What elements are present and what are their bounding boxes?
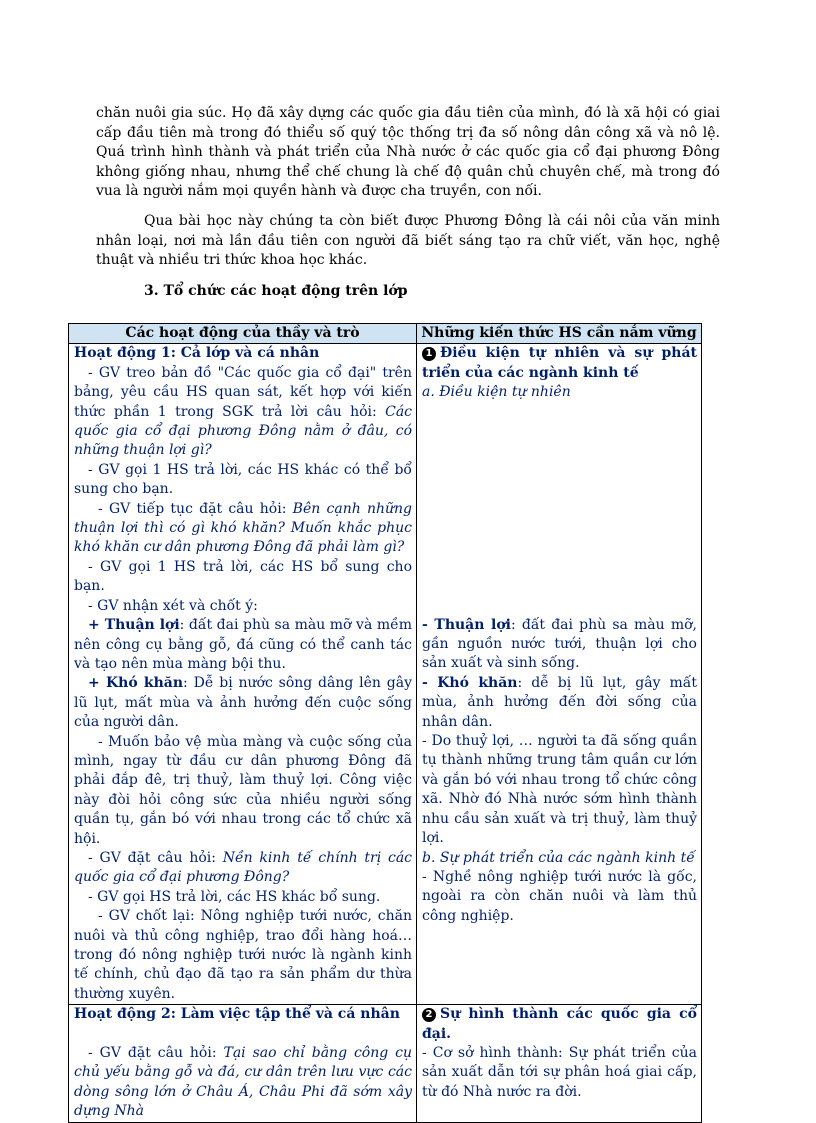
activity-text: - GV đặt câu hỏi:: [88, 1045, 217, 1062]
activity-line: - GV chốt lại: Nông nghiệp tưới nước, chăn nuôi và thủ công nghiệp, trao đổi hàng hoá… trong đó nông nghiệp tưới nước là ngành kinh tế chính, chủ đạo đã tạo ra sản phẩm dư thừa thường xuyên.: [74, 908, 412, 1002]
paragraph-1: chăn nuôi gia súc. Họ đã xây dựng các quốc gia đầu tiên của mình, đó là xã hội có giai cấp đầu tiên mà trong đó thiểu số quý tộc thống trị đa số nông dân công xã và nô lệ. Quá trình hình thành và phát triển của Nhà nước ở các quốc gia cổ đại phương Đông không giống nhau, nhưng thể chế chung là chế độ quân chủ chuyên chế, mà trong đó vua là người nắm mọi quyền hành và được cha truyền, con nối.: [96, 105, 720, 199]
activity-question: Bên cạnh những thuận lợi thì có gì khó khăn? Muốn khắc phục khó khăn cư dân phương Đông đã phải làm gì?: [74, 500, 412, 556]
activity-2-title: Hoạt động 2: Làm việc tập thể và cá nhân: [74, 1006, 400, 1023]
knowledge-1-cell: [417, 344, 702, 1005]
advantage-label: - Thuận lợi: [422, 616, 511, 633]
activity-line: - GV gọi HS trả lời, các HS khác bổ sung.: [88, 888, 381, 905]
knowledge-2-cell: [417, 1005, 702, 1122]
advantage-text: : đất đai phù sa màu mỡ và mềm nên công cụ bằng gỗ, đá cũng có thể canh tác và tạo nên mùa màng bội thu.: [74, 617, 412, 672]
activity-line: - GV gọi 1 HS trả lời, các HS bổ sung cho bạn.: [74, 558, 412, 595]
activity-text: - GV treo bản đồ "Các quốc gia cổ đại" trên bảng, yêu cầu HS quan sát, kết hợp với kiến thức phần 1 trong SGK trả lời câu hỏi:: [74, 364, 412, 420]
table-row: [69, 1005, 702, 1122]
activity-line: [74, 674, 412, 732]
knowledge-2-title: [422, 1005, 697, 1044]
difficulty-label: - Khó khăn: [422, 674, 518, 691]
activity-line: [74, 500, 412, 558]
advantage-label: + Thuận lợi: [88, 617, 180, 634]
knowledge-line: - Nghề nông nghiệp tưới nước là gốc, ngoài ra còn chăn nuôi và làm thủ công nghiệp.: [422, 868, 697, 924]
knowledge-line: [422, 674, 697, 732]
activity-1-title: Hoạt động 1: Cả lớp và cá nhân: [74, 345, 320, 362]
knowledge-1-title: [422, 344, 697, 383]
activity-line: - GV gọi 1 HS trả lời, các HS khác có thể bổ sung cho bạn.: [74, 461, 412, 498]
header-activities: Các hoạt động của thầy và trò: [69, 324, 417, 344]
number-2-icon: 2: [422, 1008, 436, 1022]
knowledge-line: - Do thuỷ lợi, … người ta đã sống quần tụ thành những trung tâm quần cư lớn và gắn bó với nhau trong tổ chức công xã. Nhờ đó Nhà nước sớm hình thành nhu cầu sản xuất và trị thuỷ, làm thuỷ lợi.: [422, 733, 697, 847]
activity-question: Nền kinh tế chính trị các quốc gia cổ đại phương Đông?: [74, 849, 413, 886]
activity-question: Các quốc gia cổ đại phương Đông nằm ở đâu, có những thuận lợi gì?: [74, 403, 413, 459]
spacer: [74, 1025, 412, 1044]
activity-line: [74, 364, 412, 461]
knowledge-title-text: Điều kiện tự nhiên và sự phát triển của các ngành kinh tế: [422, 345, 697, 381]
activity-text: - GV tiếp tục đặt câu hỏi:: [98, 500, 287, 517]
subsection-a: a. Điều kiện tự nhiên: [422, 384, 571, 401]
activity-text: - GV đặt câu hỏi:: [88, 849, 216, 866]
advantage-text: : đất đai phù sa màu mỡ, gần nguồn nước tưới, thuận lợi cho sản xuất và sinh sống.: [422, 616, 697, 672]
header-knowledge: Những kiến thức HS cần nắm vững: [417, 324, 702, 344]
activity-line: [74, 849, 412, 888]
activity-line: - Muốn bảo vệ mùa màng và cuộc sống của mình, ngay từ đầu cư dân phương Đông đã phải đắp đê, trị thuỷ, làm thuỷ lợi. Công việc này đòi hỏi công sức của nhiều người sống quần tụ, gắn bó với nhau trong các tổ chức xã hội.: [74, 733, 412, 847]
knowledge-line: - Cơ sở hình thành: Sự phát triển của sản xuất dẫn tới sự phân hoá giai cấp, từ đó Nhà nước ra đời.: [422, 1045, 697, 1100]
activity-2-cell: [69, 1005, 417, 1122]
activity-line: [74, 616, 412, 674]
difficulty-label: + Khó khăn: [88, 675, 184, 692]
table-row: [69, 344, 702, 1005]
difficulty-text: : dễ bị lũ lụt, gây mất mùa, ảnh hưởng đến đời sống của nhân dân.: [422, 674, 697, 730]
knowledge-title-text: Sự hình thành các quốc gia cổ đại.: [422, 1006, 697, 1042]
table-header-row: [69, 324, 702, 344]
activity-question: Tại sao chỉ bằng công cụ chủ yếu bằng gỗ và đá, cư dân trên lưu vực các dòng sông lớn ở Châu Á, Châu Phi đã sớm xây dựng Nhà: [74, 1045, 412, 1120]
paragraph-2: Qua bài học này chúng ta còn biết được Phương Đông là cái nôi của văn minh nhân loại, nơi mà lần đầu tiên con người đã biết sáng tạo ra chữ viết, văn học, nghệ thuật và nhiều tri thức khoa học khác.: [96, 213, 720, 268]
activities-table: [68, 323, 702, 1123]
section-heading: 3. Tổ chức các hoạt động trên lớp: [144, 283, 408, 299]
activity-line: - GV nhận xét và chốt ý:: [88, 597, 258, 614]
knowledge-line: [422, 616, 697, 674]
spacer: [422, 403, 697, 616]
activity-line: [74, 1044, 412, 1122]
activity-1-cell: [69, 344, 417, 1005]
number-1-icon: 1: [422, 347, 436, 361]
difficulty-text: : Dễ bị nước sông dâng lên gây lũ lụt, mất mùa và ảnh hưởng đến cuộc sống của người dân.: [74, 675, 412, 731]
subsection-b: b. Sự phát triển của các ngành kinh tế: [422, 849, 695, 866]
